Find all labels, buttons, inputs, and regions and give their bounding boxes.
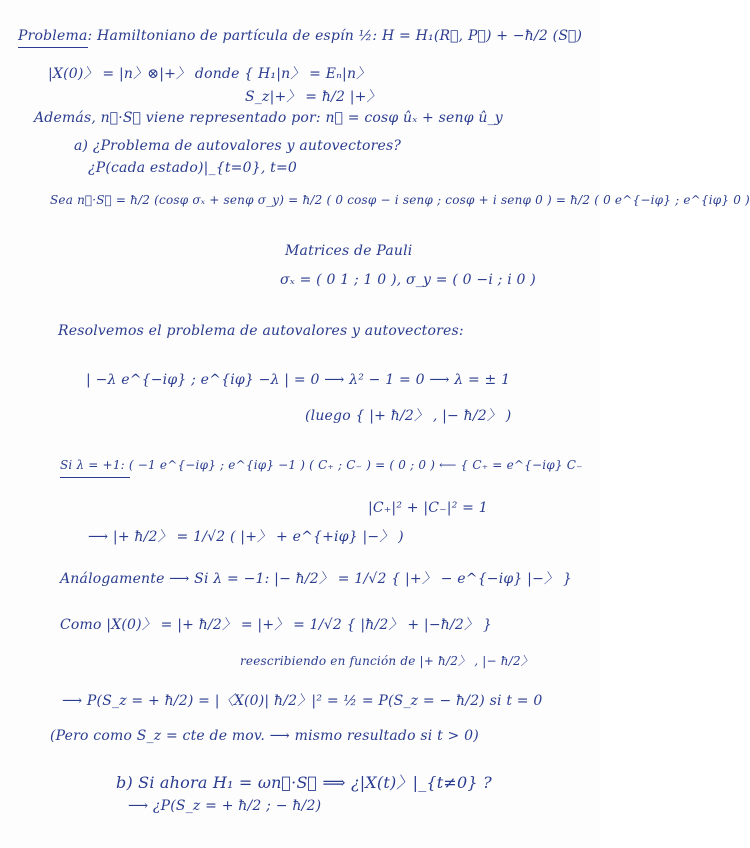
lambda-plus-underline (60, 477, 130, 478)
line-probabilities: ⟶ P(S_z = + ħ/2) = |〈X(0)| ħ/2〉|² = ½ = P(S_z = − ħ/2) si t = 0 (62, 693, 543, 709)
line-constant-of-motion: (Pero como S_z = cte de mov. ⟶ mismo resultado si t > 0) (50, 728, 479, 744)
line-determinant: | −λ e^{−iφ} ; e^{iφ} −λ | = 0 ⟶ λ² − 1 = 0 ⟶ λ = ± 1 (86, 372, 511, 388)
line-solve-eigen: Resolvemos el problema de autovalores y autovectores: (58, 323, 464, 339)
line-minus-eigenvector: Análogamente ⟶ Si λ = −1: |− ħ/2〉 = 1/√2 { |+〉 − e^{−iφ} |−〉 } (60, 571, 572, 587)
line-n-dot-s: Además, n⃗·S⃗ viene representado por: n⃗ = cosφ ûₓ + senφ û_y (34, 110, 503, 126)
line-matrix-form: Sea n⃗·S⃗ = ħ/2 (cosφ σₓ + senφ σ_y) = ħ/2 ( 0 cosφ − i senφ ; cosφ + i senφ 0 ) = ħ/2 ( 0 e^{−iφ} ; e^{iφ} 0 ) (50, 193, 750, 207)
line-plus-eigenvector: ⟶ |+ ħ/2〉 = 1/√2 ( |+〉 + e^{+iφ} |−〉 ) (88, 529, 404, 545)
line-question-b: b) Si ahora H₁ = ωn⃗·S⃗ ⟹ ¿|X(t)〉|_{t≠0} ? (116, 773, 492, 792)
line-sz-eigen: S_z|+〉 = ħ/2 |+〉 (245, 89, 381, 105)
line-pauli-matrices: σₓ = ( 0 1 ; 1 0 ), σ_y = ( 0 −i ; i 0 ) (280, 272, 536, 288)
line-problem-statement: Problema: Hamiltoniano de partícula de espín ½: H = H₁(R⃗, P⃗) + −ħ/2 (S⃗) (18, 28, 583, 44)
line-question-a-prob: ¿P(cada estado)|_{t=0}, t=0 (88, 160, 297, 176)
line-initial-state: |X(0)〉 = |n〉⊗|+〉 donde { H₁|n〉 = Eₙ|n〉 (48, 66, 371, 82)
line-initial-expansion: Como |X(0)〉 = |+ ħ/2〉 = |+〉 = 1/√2 { |ħ/2〉 + |−ħ/2〉 } (60, 617, 492, 633)
problem-underline (18, 47, 88, 48)
line-question-b-prob: ⟶ ¿P(S_z = + ħ/2 ; − ħ/2) (128, 798, 322, 814)
line-pauli-title: Matrices de Pauli (285, 243, 413, 259)
line-question-a: a) ¿Problema de autovalores y autovectores? (74, 138, 402, 154)
line-normalization: |C₊|² + |C₋|² = 1 (368, 500, 488, 516)
line-eigenvectors-set: (luego { |+ ħ/2〉 , |− ħ/2〉 ) (305, 408, 512, 424)
line-lambda-plus-system: Si λ = +1: ( −1 e^{−iφ} ; e^{iφ} −1 ) ( C₊ ; C₋ ) = ( 0 ; 0 ) ⟵ { C₊ = e^{−iφ} C₋ (60, 458, 583, 472)
line-rewrite-note: reescribiendo en función de |+ ħ/2〉 , |− ħ/2〉 (240, 654, 534, 668)
